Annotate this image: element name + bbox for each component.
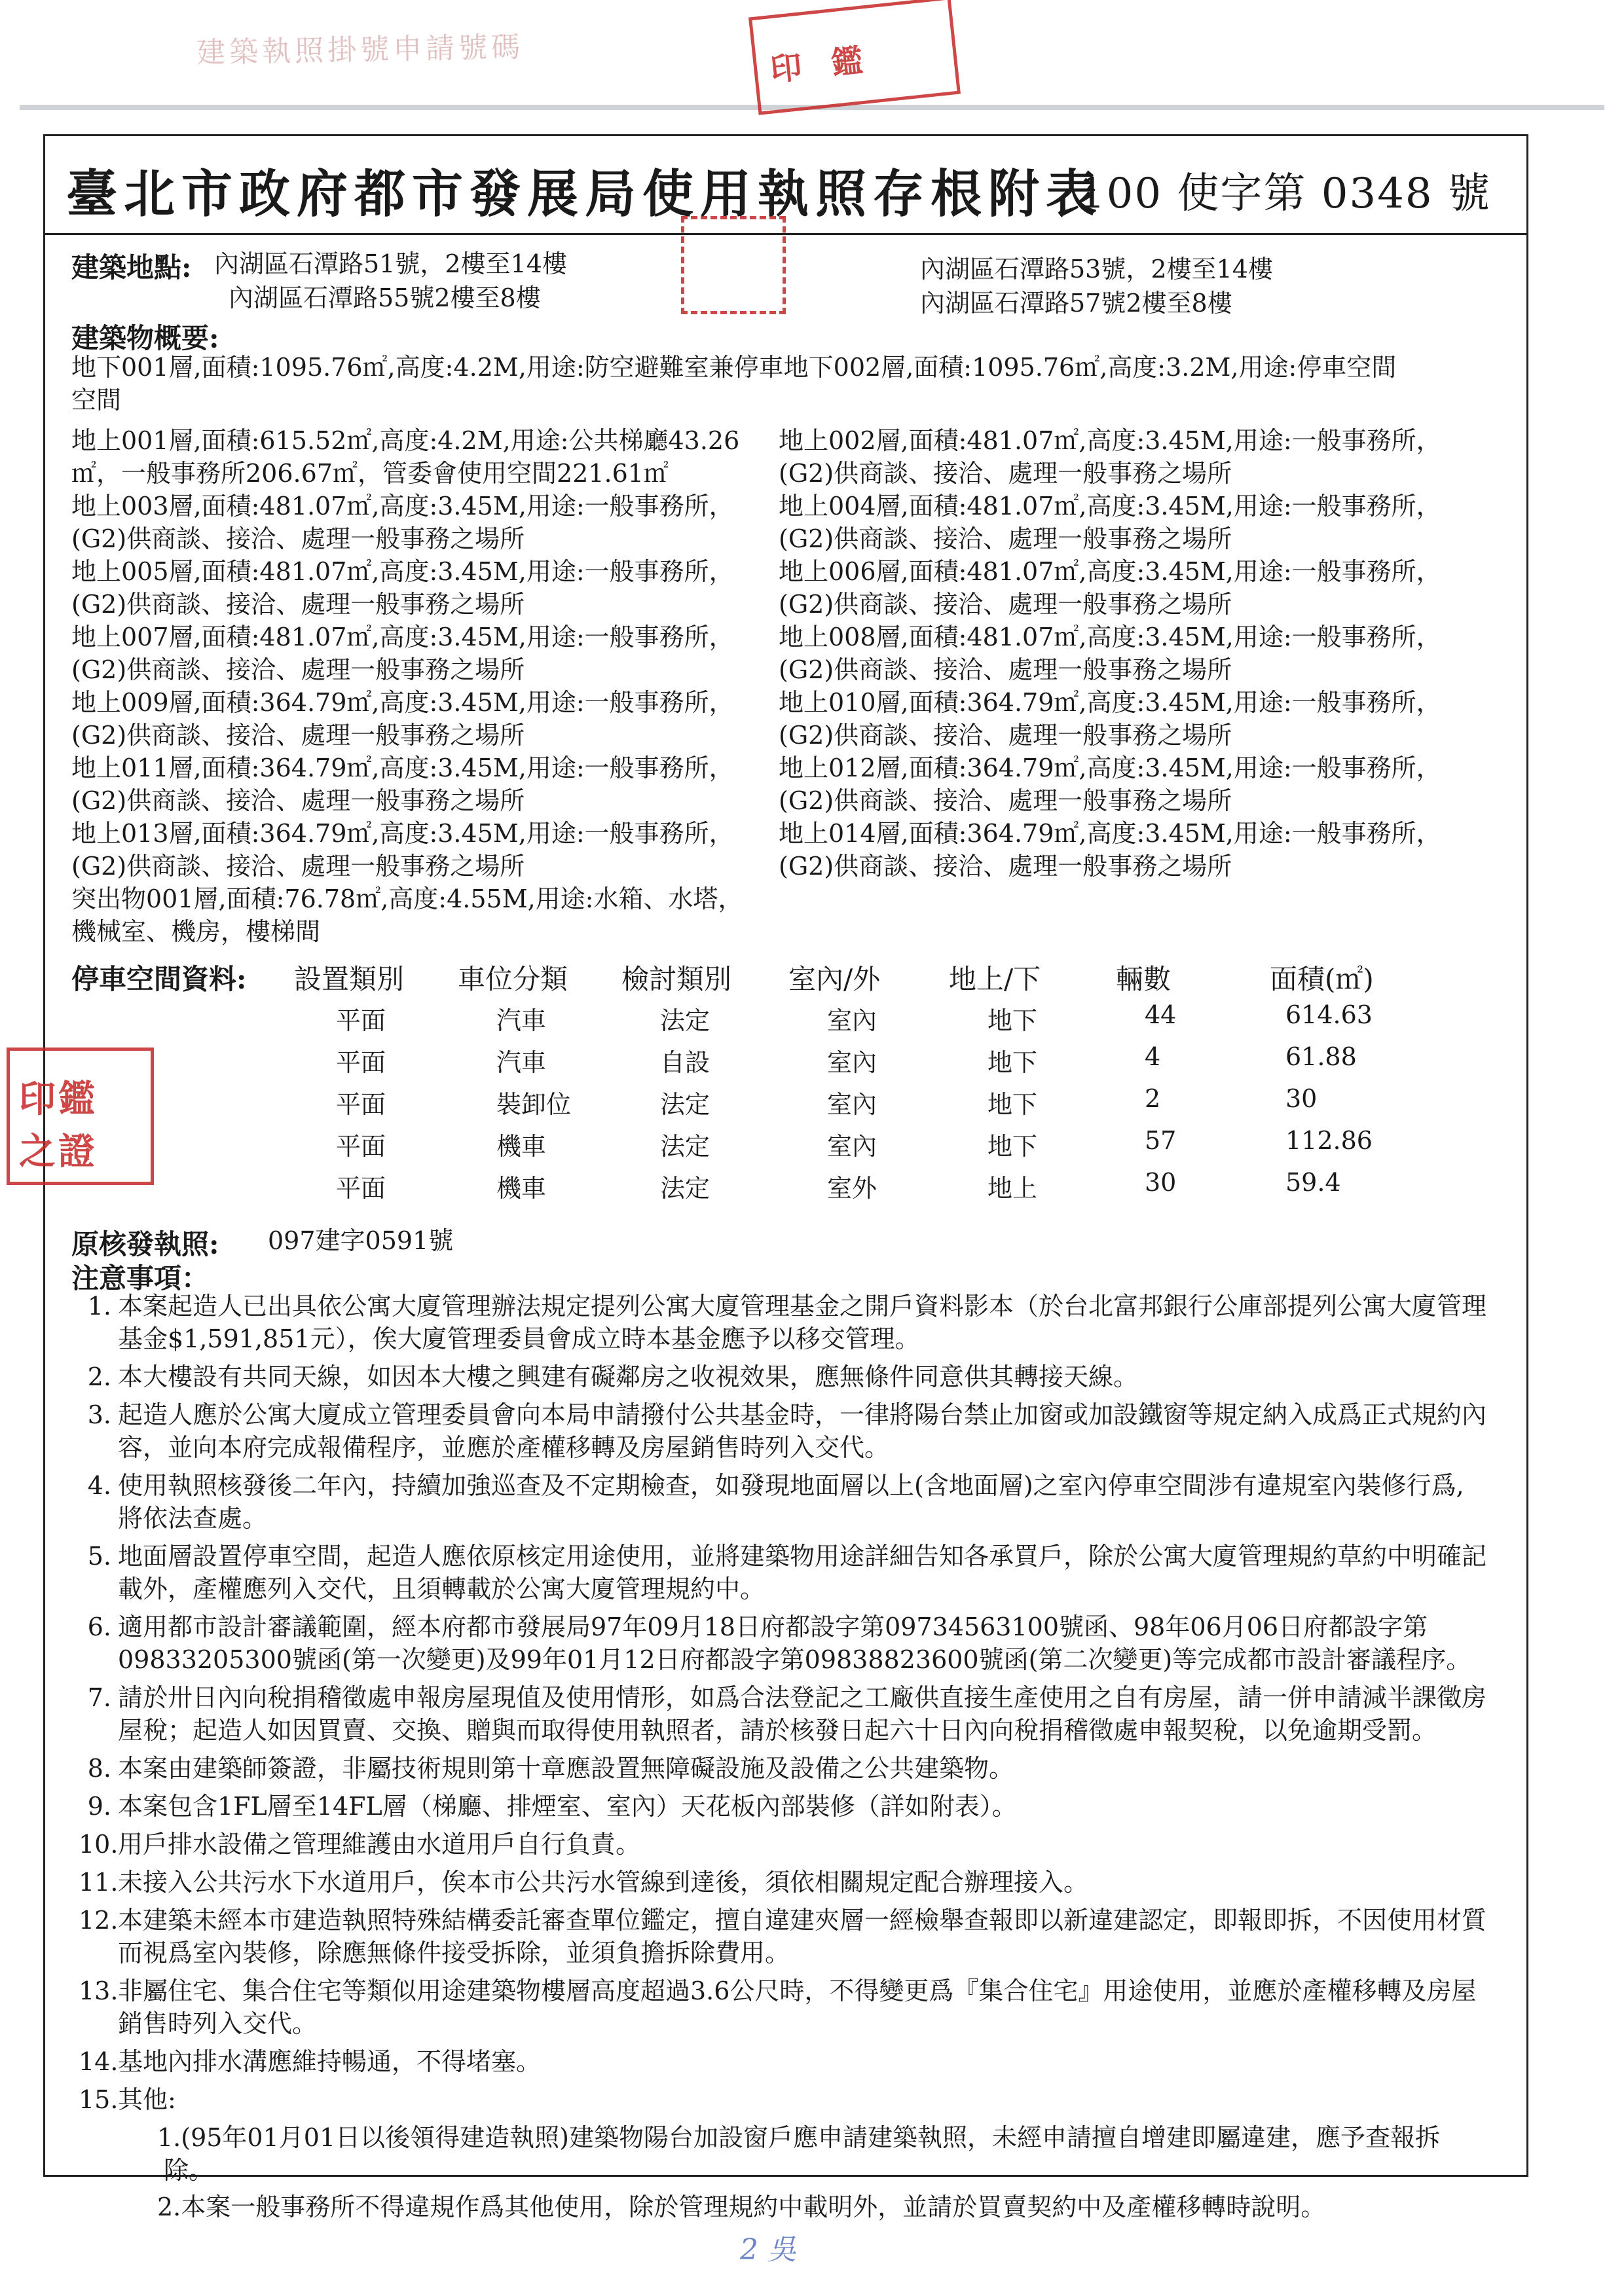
basement-floors: 地下001層,面積:1095.76㎡,高度:4.2M,用途:防空避難室兼停車地下002層,面積:1095.76㎡,高度:3.2M,用途:停車空間 [71,353,1397,382]
address-line-1: 內湖區石潭路51號，2樓至14樓 [214,249,567,278]
note-item [79,2045,1486,2078]
parking-header-type: 設置類別 [294,963,405,995]
parking-cell: 30 [1285,1084,1318,1113]
floor-item-12f: 地上012層,面積:364.79㎡,高度:3.45M,用途:一般事務所，(G2)供商談、接洽、處理一般事務之場所 [779,754,1441,815]
parking-header-indoor: 室內/外 [788,963,881,995]
parking-cell: 地下 [987,1090,1038,1119]
floor-item-8f: 地上008層,面積:481.07㎡,高度:3.45M,用途:一般事務所，(G2)供商談、接洽、處理一般事務之場所 [779,623,1441,684]
parking-cell: 法定 [660,1132,710,1161]
note-item [79,1975,1486,2040]
address-line-2: 內湖區石潭路55號2樓至8樓 [229,283,541,312]
title-row [45,136,1526,235]
note-text: 本大樓設有共同天線，如因本大樓之興建有礙鄰房之收視效果，應無條件同意供其轉接天線。 [118,1362,1139,1391]
note-item [79,2083,1486,2116]
document-title: 臺北市政府都市發展局使用執照存根附表 [66,164,1104,224]
notes-list [79,1290,1486,2227]
floor-item-6f: 地上006層,面積:481.07㎡,高度:3.45M,用途:一般事務所，(G2)供商談、接洽、處理一般事務之場所 [779,557,1441,619]
header-ghost-text: 建築執照掛號申請號碼 [196,30,525,70]
parking-cell: 裝卸位 [496,1090,572,1119]
parking-cell: 法定 [660,1006,710,1035]
note-number: 4. [87,1471,111,1500]
note-number: 8. [87,1754,111,1783]
floor-item-5f: 地上005層,面積:481.07㎡,高度:3.45M,用途:一般事務所，(G2)供商談、接洽、處理一般事務之場所 [71,557,734,619]
floor-item-9f: 地上009層,面積:364.79㎡,高度:3.45M,用途:一般事務所，(G2)供商談、接洽、處理一般事務之場所 [71,688,734,750]
sub-note-item: 2.本案一般事務所不得違規作爲其他使用，除於管理規約中載明外，並請於買賣契約中及產權移轉時說明。 [157,2193,1326,2221]
parking-cell: 地下 [987,1048,1038,1077]
parking-cell: 地下 [987,1132,1038,1161]
official-seal-top: 印 鑑 [748,0,961,115]
parking-header-class: 車位分類 [458,963,568,995]
note-text: 請於卅日內向稅捐稽徵處申報房屋現值及使用情形，如爲合法登記之工廠供直接生產使用之自有房屋，請一併申請減半課徵房屋稅；起造人如因買賣、交換、贈與而取得使用執照者，請於核發日起六十日內向稅捐稽徵處申報契稅，以免逾期受罰。 [118,1683,1487,1745]
floor-item-roof: 突出物001層,面積:76.78㎡,高度:4.55M,用途:水箱、水塔，機械室、機房，樓梯間 [71,884,743,946]
floor-item-1f: 地上001層,面積:615.52㎡,高度:4.2M,用途:公共梯廳43.26㎡，一般事務所206.67㎡，管委會使用空間221.61㎡ [71,426,740,488]
note-item [79,1752,1486,1785]
floor-item-14f: 地上014層,面積:364.79㎡,高度:3.45M,用途:一般事務所，(G2)供商談、接洽、處理一般事務之場所 [779,819,1441,881]
parking-header-area: 面積(㎡) [1270,963,1374,995]
summary-label: 建築物概要: [71,322,219,354]
note-number: 11. [79,1868,119,1897]
parking-cell: 平面 [336,1090,386,1119]
note-item [79,1904,1486,1969]
parking-cell: 法定 [660,1090,710,1119]
floor-item-4f: 地上004層,面積:481.07㎡,高度:3.45M,用途:一般事務所，(G2)供商談、接洽、處理一般事務之場所 [779,492,1441,553]
parking-cell: 室內 [827,1090,877,1119]
note-number: 9. [87,1792,111,1821]
parking-cell: 614.63 [1285,1000,1373,1029]
note-number: 1. [87,1292,111,1321]
parking-cell: 59.4 [1285,1168,1341,1197]
note-item [79,1360,1486,1393]
note-item [79,1290,1486,1355]
address-line-3: 內湖區石潭路53號，2樓至14樓 [920,255,1273,283]
note-text: 本案包含1FL層至14FL層（梯廳、排煙室、室內）天花板內部裝修（詳如附表）。 [118,1792,1017,1821]
parking-cell: 自設 [660,1048,710,1077]
parking-header-level: 地上/下 [949,963,1041,995]
note-text: 地面層設置停車空間，起造人應依原核定用途使用，並將建築物用途詳細告知各承買戶，除於公寓大廈管理規約草約中明確記載外，產權應列入交代，且須轉載於公寓大廈管理規約中。 [118,1542,1487,1603]
parking-header-review: 檢討類別 [621,963,732,995]
parking-cell: 汽車 [496,1006,547,1035]
parking-cell: 平面 [336,1132,386,1161]
basement-floors-cont: 空間 [71,386,122,414]
note-item [79,1611,1486,1676]
note-item [79,1828,1486,1861]
note-number: 7. [87,1683,111,1712]
note-item [79,1866,1486,1899]
parking-cell: 室外 [827,1174,877,1203]
parking-cell: 法定 [660,1174,710,1203]
note-text: 基地內排水溝應維持暢通，不得堵塞。 [118,2047,542,2076]
parking-cell: 44 [1145,1000,1177,1029]
note-item [79,1790,1486,1823]
parking-label: 停車空間資料: [71,963,247,995]
parking-cell: 2 [1145,1084,1161,1113]
floor-item-2f: 地上002層,面積:481.07㎡,高度:3.45M,用途:一般事務所，(G2)供商談、接洽、處理一般事務之場所 [779,426,1441,488]
note-item [79,1469,1486,1535]
note-number: 3. [87,1400,111,1429]
parking-cell: 機車 [496,1174,547,1203]
note-number: 2. [87,1362,111,1391]
note-number: 15. [79,2085,119,2114]
note-text: 起造人應於公寓大廈成立管理委員會向本局申請撥付公共基金時，一律將陽台禁止加窗或加設鐵窗等規定納入成爲正式規約內容，並向本府完成報備程序，並應於產權移轉及房屋銷售時列入交代。 [118,1400,1487,1462]
parking-cell: 機車 [496,1132,547,1161]
parking-cell: 汽車 [496,1048,547,1077]
address-label: 建築地點: [71,251,192,283]
parking-header-count: 輛數 [1116,963,1172,995]
floor-item-11f: 地上011層,面積:364.79㎡,高度:3.45M,用途:一般事務所，(G2)供商談、接洽、處理一般事務之場所 [71,754,734,815]
note-text: 未接入公共污水下水道用戶，俟本市公共污水管線到達後，須依相關規定配合辦理接入。 [118,1868,1089,1897]
floor-item-3f: 地上003層,面積:481.07㎡,高度:3.45M,用途:一般事務所，(G2)供商談、接洽、處理一般事務之場所 [71,492,734,553]
parking-cell: 室內 [827,1048,877,1077]
note-number: 12. [79,1906,119,1935]
note-text: 用戶排水設備之管理維護由水道用戶自行負責。 [118,1830,641,1859]
parking-cell: 4 [1145,1042,1161,1071]
note-number: 14. [79,2047,119,2076]
parking-cell: 平面 [336,1048,386,1077]
note-number: 13. [79,1977,119,2005]
floor-item-7f: 地上007層,面積:481.07㎡,高度:3.45M,用途:一般事務所，(G2)供商談、接洽、處理一般事務之場所 [71,623,734,684]
original-permit-label: 原核發執照: [71,1228,219,1260]
original-permit-value: 097建字0591號 [268,1226,454,1255]
address-line-4: 內湖區石潭路57號2樓至8樓 [920,289,1232,318]
parking-cell: 57 [1145,1126,1177,1155]
note-number: 5. [87,1542,111,1571]
note-item [79,1398,1486,1464]
note-item [79,1540,1486,1605]
note-text: 其他: [118,2085,176,2114]
permit-number: 100 使字第 0348 號 [1078,170,1491,218]
note-text: 非屬住宅、集合住宅等類似用途建築物樓層高度超過3.6公尺時，不得變更爲『集合住宅』用途使用，並應於產權移轉及房屋銷售時列入交代。 [118,1977,1477,2038]
note-text: 使用執照核發後二年內，持續加強巡查及不定期檢查，如發現地面層以上(含地面層)之室內停車空間涉有違規室內裝修行爲,將依法查處。 [118,1471,1464,1533]
parking-cell: 61.88 [1285,1042,1357,1071]
note-item [79,1681,1486,1747]
parking-cell: 地上 [987,1174,1038,1203]
note-text: 本案起造人已出具依公寓大廈管理辦法規定提列公寓大廈管理基金之開戶資料影本（於台北富邦銀行公庫部提列公寓大廈管理基金$1,591,851元），俟大廈管理委員會成立時本基金應予以移交管理。 [118,1292,1487,1353]
parking-cell: 平面 [336,1006,386,1035]
parking-cell: 室內 [827,1132,877,1161]
sub-note-item: 1.(95年01月01日以後領得建造執照)建築物陽台加設窗戶應申請建築執照，未經申請擅自增建即屬違建，應予查報拆除。 [157,2123,1440,2185]
parking-cell: 112.86 [1285,1126,1373,1155]
note-text: 適用都市設計審議範圍，經本府都市發展局97年09月18日府都設字第09734563100號函、98年06月06日府都設字第09833205300號函(第一次變更)及99年01月12日府都設字第09838823600號函(第二次變更)等完成都市設計審議程序。 [118,1613,1471,1674]
parking-cell: 30 [1145,1168,1177,1197]
floor-item-10f: 地上010層,面積:364.79㎡,高度:3.45M,用途:一般事務所，(G2)供商談、接洽、處理一般事務之場所 [779,688,1441,750]
note-text: 本建築未經本市建造執照特殊結構委託審查單位鑑定，擅自違建夾層一經檢舉查報即以新違建認定，即報即拆，不因使用材質而視爲室內裝修，除應無條件接受拆除，並須負擔拆除費用。 [118,1906,1487,1967]
note-number: 10. [79,1830,119,1859]
note-text: 本案由建築師簽證，非屬技術規則第十章應設置無障礙設施及設備之公共建築物。 [118,1754,1014,1783]
page-signature: 2 吳 [740,2233,796,2267]
official-seal-left: 印鑑 之證 [7,1048,154,1185]
parking-cell: 室內 [827,1006,877,1035]
notes-label: 注意事項： [71,1262,210,1294]
note-number: 6. [87,1613,111,1641]
parking-cell: 地下 [987,1006,1038,1035]
parking-cell: 平面 [336,1174,386,1203]
floor-item-13f: 地上013層,面積:364.79㎡,高度:3.45M,用途:一般事務所，(G2)供商談、接洽、處理一般事務之場所 [71,819,734,881]
